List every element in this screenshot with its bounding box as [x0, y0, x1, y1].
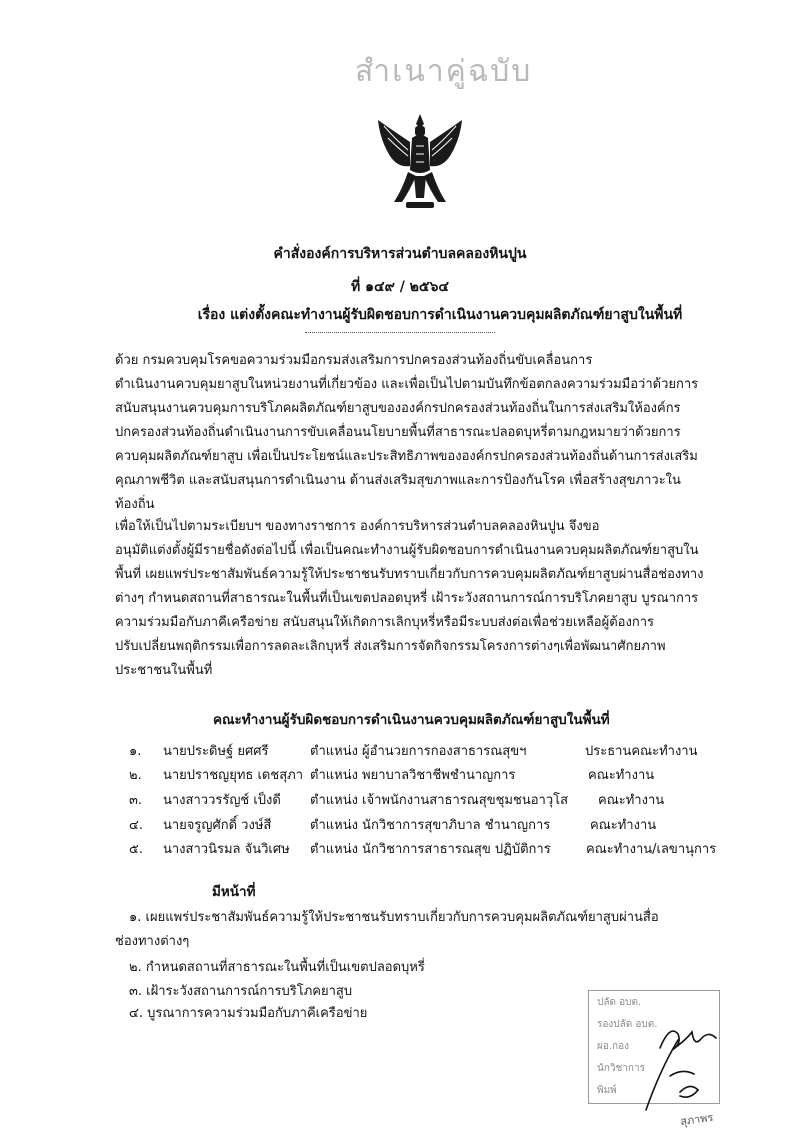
member-role: คณะทำงาน/เลขานุการ [586, 842, 717, 857]
order-title: คำสั่งองค์การบริหารส่วนตำบลคลองหินปูน [273, 246, 527, 262]
committee-member [0, 789, 800, 811]
paragraph-line: ด้วย กรมควบคุมโรคขอความร่วมมือกรมส่งเสริมการปกครองส่วนท้องถิ่นขับเคลื่อนการ [115, 353, 593, 368]
paragraph-line: ต่างๆ กำหนดสถานที่สาธารณะในพื้นที่เป็นเขตปลอดบุหรี่ เฝ้าระวังสถานการณ์การบริโภคยาสูบ บูรณาการ [115, 591, 699, 606]
stamp-line: ผอ.กอง [597, 1041, 629, 1052]
member-role: คณะทำงาน [588, 768, 655, 783]
paragraph-line: ควบคุมผลิตภัณฑ์ยาสูบ เพื่อเป็นประโยชน์และประสิทธิภาพขององค์กรปกครองส่วนท้องถิ่นด้านการส่งเสริม [115, 449, 698, 464]
garuda-emblem-icon [372, 110, 468, 212]
duty-item: ๑. เผยแพร่ประชาสัมพันธ์ความรู้ให้ประชาชนรับทราบเกี่ยวกับการควบคุมผลิตภัณฑ์ยาสูบผ่านสื่อ [129, 910, 659, 925]
paragraph-line: ปกครองส่วนท้องถิ่นดำเนินงานการขับเคลื่อนนโยบายพื้นที่สาธารณะปลอดบุหรี่ตามกฎหมายว่าด้วยการ [115, 425, 681, 440]
member-position: ตำแหน่ง ผู้อำนวยการกองสาธารณสุขฯ [310, 744, 527, 759]
committee-member [0, 764, 800, 786]
stamp-line: พิมพ์ [597, 1085, 617, 1096]
member-number: ๕. [129, 842, 143, 857]
paragraph-line: อนุมัติแต่งตั้งผู้มีรายชื่อดังต่อไปนี้ เพื่อเป็นคณะทำงานผู้รับผิดชอบการดำเนินงานควบคุมผลิตภัณฑ์ยาสูบใน [115, 543, 699, 558]
committee-member [0, 740, 800, 762]
copy-stamp: สำเนาคู่ฉบับ [355, 54, 533, 89]
paragraph-appointment [115, 515, 715, 683]
initials-stamp: สุภาพร [679, 1110, 715, 1129]
paragraph-line: เพื่อให้เป็นไปตามระเบียบฯ ของทางราชการ องค์การบริหารส่วนตำบลคลองหินปูน จึงขอ [115, 519, 600, 534]
member-name: นายประดิษฐ์ ยศศรี [163, 744, 269, 759]
stamp-line: ปลัด อบต. [597, 997, 642, 1008]
committee-heading: คณะทำงานผู้รับผิดชอบการดำเนินงานควบคุมผลิตภัณฑ์ยาสูบในพื้นที่ [213, 712, 610, 728]
duty-item: ๓. เฝ้าระวังสถานการณ์การบริโภคยาสูบ [129, 984, 353, 999]
order-number: ที่ ๑๔๙ / ๒๕๖๔ [350, 279, 449, 295]
duties-heading: มีหน้าที่ [212, 884, 256, 900]
member-role: คณะทำงาน [598, 793, 665, 808]
paragraph-line: ดำเนินงานควบคุมยาสูบในหน่วยงานที่เกี่ยวข้อง และเพื่อเป็นไปตามบันทึกข้อตกลงความร่วมมือว่าด้วยการ [115, 377, 699, 392]
paragraph-line: ท้องถิ่น [115, 497, 155, 512]
member-name: นางสาววรรัญช์ เป็งดี [163, 793, 281, 808]
member-position: ตำแหน่ง เจ้าพนักงานสาธารณสุขชุมชนอาวุโส [310, 793, 569, 808]
member-role: ประธานคณะทำงาน [585, 744, 698, 759]
signature-icon [620, 1010, 780, 1120]
duty-item: ๒. กำหนดสถานที่สาธารณะในพื้นที่เป็นเขตปลอดบุหรี่ [129, 960, 425, 975]
member-name: นางสาวนิรมล จันวิเศษ [163, 842, 290, 857]
member-number: ๒. [129, 768, 142, 783]
paragraph-line: พื้นที่ เผยแพร่ประชาสัมพันธ์ความรู้ให้ประชาชนรับทราบเกี่ยวกับการควบคุมผลิตภัณฑ์ยาสูบผ่านสื่อช่องทาง [115, 567, 704, 582]
member-role: คณะทำงาน [590, 818, 657, 833]
committee-member [0, 814, 800, 836]
member-position: ตำแหน่ง นักวิชาการสาธารณสุข ปฏิบัติการ [310, 842, 551, 857]
paragraph-line: ปรับเปลี่ยนพฤติกรรมเพื่อการลดละเลิกบุหรี่ ส่งเสริมการจัดกิจกรรมโครงการต่างๆเพื่อพัฒนาศักยภาพ [115, 639, 666, 654]
paragraph-line: ความร่วมมือกับภาคีเครือข่าย สนับสนุนให้เกิดการเลิกบุหรี่หรือมีระบบส่งต่อเพื่อช่วยเหลือผู้ต้องการ [115, 615, 654, 630]
committee-member [0, 838, 800, 860]
member-position: ตำแหน่ง พยาบาลวิชาชีพชำนาญการ [310, 768, 516, 783]
member-number: ๑. [129, 744, 142, 759]
duty-item-continuation: ช่องทางต่างๆ [115, 934, 190, 949]
stamp-line: นักวิชาการ [597, 1063, 645, 1074]
duty-item: ๔. บูรณาการความร่วมมือกับภาคีเครือข่าย [129, 1006, 368, 1021]
member-name: นายจรูญศักดิ์ วงษ์สี [163, 818, 272, 833]
paragraph-line: สนับสนุนงานควบคุมการบริโภคผลิตภัณฑ์ยาสูบขององค์กรปกครองส่วนท้องถิ่นในการส่งเสริมให้องค์กร [115, 401, 681, 416]
member-position: ตำแหน่ง นักวิชาการสุขาภิบาล ชำนาญการ [310, 818, 551, 833]
paragraph-line: คุณภาพชีวิต และสนับสนุนการดำเนินงาน ด้านส่งเสริมสุขภาพและการป้องกันโรค เพื่อสร้างสุขภาวะใน [115, 473, 681, 488]
member-number: ๔. [129, 818, 143, 833]
member-number: ๓. [129, 793, 143, 808]
stamp-line: รองปลัด อบต. [597, 1019, 658, 1030]
order-subject: เรื่อง แต่งตั้งคณะทำงานผู้รับผิดชอบการดำเนินงานควบคุมผลิตภัณฑ์ยาสูบในพื้นที่ [197, 307, 683, 323]
paragraph-background [115, 349, 715, 517]
paragraph-line: ประชาชนในพื้นที่ [115, 663, 213, 678]
divider [305, 330, 495, 333]
member-name: นายปราชญยุทธ เดชสุภา [163, 768, 304, 783]
